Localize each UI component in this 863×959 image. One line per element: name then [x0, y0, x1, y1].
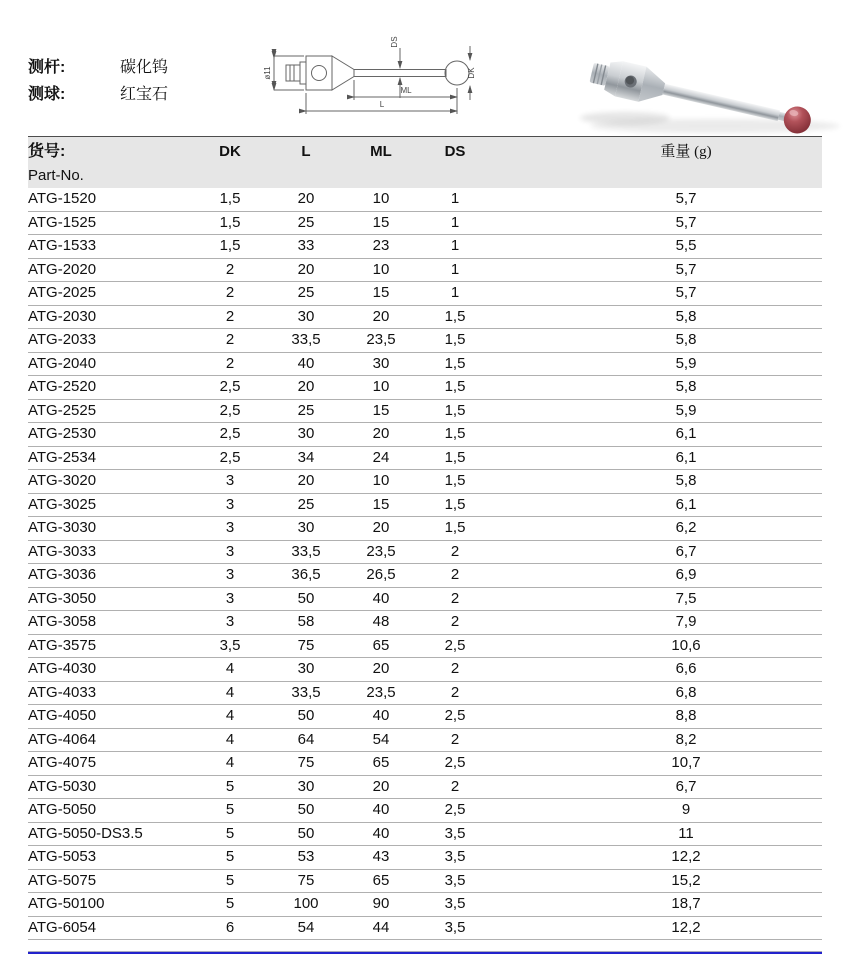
cell-part-no: ATG-2530 [28, 425, 97, 442]
cell-weight: 6,7 [675, 542, 697, 560]
cell-l: 20 [297, 378, 315, 395]
cell-dk: 3 [225, 613, 235, 630]
cell-part-no: ATG-1533 [28, 237, 97, 254]
cell-weight: 7,5 [675, 589, 697, 607]
cell-l: 75 [297, 871, 315, 889]
cell-ds: 1 [450, 190, 460, 207]
cell-ds: 2,5 [444, 707, 466, 724]
cell-weight: 10,7 [671, 754, 701, 771]
table-row [28, 893, 822, 917]
cell-weight: 8,2 [675, 730, 697, 748]
spec-shaft-label: 测杆: [28, 59, 66, 76]
table-row [28, 870, 822, 894]
cell-part-no: ATG-2025 [28, 284, 97, 301]
cell-dk: 1,5 [219, 213, 241, 231]
cell-dk: 2 [225, 307, 235, 325]
dim-label-l: L [379, 100, 385, 109]
cell-ds: 2 [450, 566, 460, 583]
cell-part-no: ATG-3050 [28, 589, 97, 607]
table-row [28, 212, 822, 236]
cell-l: 20 [297, 260, 315, 278]
cell-part-no: ATG-50100 [28, 895, 105, 912]
cell-dk: 4 [225, 707, 235, 724]
cell-ds: 1,5 [444, 401, 466, 419]
cell-weight: 6,7 [675, 777, 697, 795]
cell-l: 54 [297, 918, 315, 936]
cell-ds: 2 [450, 542, 460, 560]
cell-l: 50 [297, 707, 315, 724]
cell-ds: 1,5 [444, 519, 466, 536]
cell-weight: 7,9 [675, 613, 697, 630]
cell-ml: 23,5 [366, 331, 396, 348]
cell-ds: 1,5 [444, 495, 466, 513]
cell-dk: 3,5 [219, 636, 241, 654]
table-row [28, 329, 822, 353]
cell-weight: 12,2 [671, 918, 701, 936]
cell-dk: 1,5 [219, 237, 241, 254]
cell-ds: 2 [450, 777, 460, 795]
cell-dk: 5 [225, 895, 235, 912]
cell-l: 33,5 [291, 542, 321, 560]
cell-l: 36,5 [291, 566, 321, 583]
table-row [28, 541, 822, 565]
cell-l: 20 [297, 190, 315, 207]
cell-ds: 1 [450, 237, 460, 254]
cell-ml: 23,5 [366, 542, 396, 560]
cell-l: 30 [297, 307, 315, 325]
cell-ds: 2,5 [444, 636, 466, 654]
cell-ml: 40 [372, 707, 390, 724]
table-row [28, 494, 822, 518]
cell-part-no: ATG-1525 [28, 213, 97, 231]
cell-l: 40 [297, 354, 315, 372]
cell-weight: 6,1 [675, 495, 697, 513]
table-row [28, 423, 822, 447]
cell-dk: 2 [225, 354, 235, 372]
cell-weight: 18,7 [671, 895, 701, 912]
col-header-ds: DS [444, 143, 466, 160]
cell-dk: 1,5 [219, 190, 241, 207]
table-row [28, 306, 822, 330]
material-specs [28, 54, 168, 108]
cell-dk: 3 [225, 566, 235, 583]
cell-dk: 6 [225, 918, 235, 936]
cell-l: 30 [297, 777, 315, 795]
cell-part-no: ATG-5075 [28, 871, 97, 889]
cell-ml: 43 [372, 848, 390, 865]
cell-part-no: ATG-2020 [28, 260, 97, 278]
table-row [28, 799, 822, 823]
cell-part-no: ATG-1520 [28, 190, 97, 207]
table-row [28, 235, 822, 259]
cell-weight: 5,7 [675, 284, 697, 301]
cell-dk: 5 [225, 777, 235, 795]
cell-weight: 5,7 [675, 260, 697, 278]
cell-l: 25 [297, 284, 315, 301]
cell-ml: 10 [372, 260, 390, 278]
cell-part-no: ATG-2534 [28, 448, 97, 466]
cell-part-no: ATG-6054 [28, 918, 97, 936]
spec-ball-label: 测球: [28, 86, 66, 103]
cell-l: 50 [297, 589, 315, 607]
table-row [28, 776, 822, 800]
stylus-dimension-diagram-icon [260, 32, 480, 132]
table-row [28, 400, 822, 424]
cell-dk: 3 [225, 472, 235, 489]
cell-weight: 15,2 [671, 871, 701, 889]
cell-part-no: ATG-2525 [28, 401, 97, 419]
col-header-weight: 重量 (g) [660, 144, 712, 160]
table-row [28, 282, 822, 306]
cell-weight: 6,9 [675, 566, 697, 583]
cell-ml: 40 [372, 589, 390, 607]
cell-l: 33,5 [291, 683, 321, 701]
table-row [28, 470, 822, 494]
bottom-blue-rule [28, 951, 822, 954]
spec-ball-value: 红宝石 [120, 86, 169, 103]
cell-dk: 3 [225, 495, 235, 513]
cell-ml: 10 [372, 190, 390, 207]
cell-weight: 10,6 [671, 636, 701, 654]
table-row [28, 682, 822, 706]
col-header-part [28, 142, 188, 186]
cell-ml: 65 [372, 754, 390, 771]
table-row [28, 846, 822, 870]
cell-dk: 3 [225, 519, 235, 536]
cell-ml: 10 [372, 472, 390, 489]
table-row [28, 823, 822, 847]
cell-ds: 3,5 [444, 895, 466, 912]
cell-part-no: ATG-3025 [28, 495, 97, 513]
cell-l: 100 [293, 895, 319, 912]
cell-weight: 5,8 [675, 307, 697, 325]
cell-weight: 5,9 [675, 401, 697, 419]
cell-ds: 1 [450, 260, 460, 278]
cell-part-no: ATG-5050-DS3.5 [28, 824, 143, 842]
table-row [28, 705, 822, 729]
cell-ds: 3,5 [444, 848, 466, 865]
cell-ml: 15 [372, 284, 390, 301]
cell-l: 50 [297, 824, 315, 842]
table-row [28, 353, 822, 377]
cell-l: 33,5 [291, 331, 321, 348]
cell-part-no: ATG-2030 [28, 307, 97, 325]
cell-dk: 3 [225, 542, 235, 560]
col-header-part-en: Part-No. [28, 167, 84, 184]
cell-part-no: ATG-2520 [28, 378, 97, 395]
cell-ml: 30 [372, 354, 390, 372]
cell-ml: 15 [372, 495, 390, 513]
dim-label-ds: DS [390, 36, 399, 48]
cell-weight: 9 [681, 801, 691, 818]
cell-ds: 1,5 [444, 472, 466, 489]
cell-weight: 6,1 [675, 448, 697, 466]
col-header-ml: ML [370, 143, 392, 160]
cell-part-no: ATG-4050 [28, 707, 97, 724]
cell-part-no: ATG-4075 [28, 754, 97, 771]
cell-part-no: ATG-3036 [28, 566, 97, 583]
cell-ml: 48 [372, 613, 390, 630]
cell-l: 25 [297, 495, 315, 513]
cell-ml: 20 [372, 660, 390, 677]
table-row [28, 611, 822, 635]
cell-l: 20 [297, 472, 315, 489]
cell-ds: 2 [450, 660, 460, 677]
stylus-product-photo [570, 26, 860, 145]
cell-ds: 1 [450, 213, 460, 231]
dim-label-shank-dia: ø11 [263, 66, 272, 80]
cell-ds: 3,5 [444, 824, 466, 842]
table-body [28, 188, 822, 940]
cell-l: 34 [297, 448, 315, 466]
cell-part-no: ATG-4030 [28, 660, 97, 677]
cell-dk: 2,5 [219, 448, 241, 466]
dim-label-ml: ML [400, 86, 412, 95]
table-row [28, 188, 822, 212]
cell-ml: 15 [372, 401, 390, 419]
cell-ds: 3,5 [444, 918, 466, 936]
cell-dk: 2 [225, 260, 235, 278]
cell-dk: 3 [225, 589, 235, 607]
cell-dk: 2,5 [219, 401, 241, 419]
cell-part-no: ATG-5053 [28, 848, 97, 865]
cell-ds: 1,5 [444, 307, 466, 325]
cell-dk: 5 [225, 871, 235, 889]
col-header-part-cn: 货号: [28, 143, 66, 160]
cell-ds: 1 [450, 284, 460, 301]
cell-weight: 5,8 [675, 331, 697, 348]
table-row [28, 635, 822, 659]
stylus-spec-table [28, 136, 822, 940]
cell-ds: 2,5 [444, 754, 466, 771]
cell-part-no: ATG-3575 [28, 636, 97, 654]
cell-ds: 1,5 [444, 354, 466, 372]
cell-l: 30 [297, 519, 315, 536]
cell-ml: 15 [372, 213, 390, 231]
cell-ml: 20 [372, 425, 390, 442]
cell-part-no: ATG-3030 [28, 519, 97, 536]
cell-dk: 2 [225, 284, 235, 301]
cell-part-no: ATG-2033 [28, 331, 97, 348]
spec-row-ball [28, 81, 168, 108]
cell-ds: 2 [450, 730, 460, 748]
cell-ds: 1,5 [444, 425, 466, 442]
cell-l: 30 [297, 660, 315, 677]
cell-ml: 65 [372, 871, 390, 889]
cell-weight: 6,6 [675, 660, 697, 677]
table-row [28, 917, 822, 941]
cell-dk: 4 [225, 730, 235, 748]
cell-part-no: ATG-3058 [28, 613, 97, 630]
cell-dk: 4 [225, 660, 235, 677]
cell-dk: 5 [225, 824, 235, 842]
table-header-row [28, 136, 822, 188]
cell-ml: 44 [372, 918, 390, 936]
cell-dk: 5 [225, 848, 235, 865]
cell-weight: 6,8 [675, 683, 697, 701]
cell-weight: 8,8 [675, 707, 697, 724]
cell-ml: 54 [372, 730, 390, 748]
cell-weight: 5,7 [675, 213, 697, 231]
cell-l: 75 [297, 636, 315, 654]
cell-part-no: ATG-5050 [28, 801, 97, 818]
cell-part-no: ATG-2040 [28, 354, 97, 372]
col-header-dk: DK [219, 143, 241, 160]
cell-ml: 90 [372, 895, 390, 912]
cell-weight: 5,9 [675, 354, 697, 372]
cell-l: 25 [297, 401, 315, 419]
cell-ml: 10 [372, 378, 390, 395]
cell-l: 75 [297, 754, 315, 771]
cell-l: 58 [297, 613, 315, 630]
cell-l: 50 [297, 801, 315, 818]
col-header-l: L [301, 143, 311, 160]
spec-shaft-value: 碳化钨 [120, 59, 169, 76]
cell-ds: 1,5 [444, 378, 466, 395]
cell-l: 64 [297, 730, 315, 748]
cell-dk: 2,5 [219, 425, 241, 442]
cell-dk: 2,5 [219, 378, 241, 395]
cell-part-no: ATG-4064 [28, 730, 97, 748]
cell-weight: 12,2 [671, 848, 701, 865]
cell-part-no: ATG-5030 [28, 777, 97, 795]
table-row [28, 447, 822, 471]
table-row [28, 376, 822, 400]
cell-ds: 2 [450, 683, 460, 701]
cell-ml: 26,5 [366, 566, 396, 583]
cell-l: 33 [297, 237, 315, 254]
cell-dk: 2 [225, 331, 235, 348]
cell-dk: 4 [225, 683, 235, 701]
table-row [28, 259, 822, 283]
cell-l: 53 [297, 848, 315, 865]
cell-weight: 11 [678, 824, 694, 842]
cell-weight: 6,1 [675, 425, 697, 442]
spec-row-shaft [28, 54, 168, 81]
cell-part-no: ATG-3033 [28, 542, 97, 560]
table-row [28, 752, 822, 776]
cell-ml: 40 [372, 801, 390, 818]
cell-ml: 65 [372, 636, 390, 654]
cell-ds: 2 [450, 589, 460, 607]
cell-ds: 1,5 [444, 331, 466, 348]
cell-ml: 20 [372, 777, 390, 795]
cell-ds: 1,5 [444, 448, 466, 466]
cell-dk: 4 [225, 754, 235, 771]
cell-weight: 6,2 [675, 519, 697, 536]
cell-ml: 40 [372, 824, 390, 842]
cell-weight: 5,5 [675, 237, 697, 254]
cell-part-no: ATG-3020 [28, 472, 97, 489]
table-row [28, 588, 822, 612]
cell-l: 30 [297, 425, 315, 442]
cell-ds: 2,5 [444, 801, 466, 818]
cell-dk: 5 [225, 801, 235, 818]
table-row [28, 564, 822, 588]
cell-ml: 20 [372, 519, 390, 536]
cell-weight: 5,8 [675, 472, 697, 489]
cell-ds: 3,5 [444, 871, 466, 889]
cell-l: 25 [297, 213, 315, 231]
cell-ml: 23,5 [366, 683, 396, 701]
cell-weight: 5,8 [675, 378, 697, 395]
dim-label-dk: DK [467, 67, 476, 79]
cell-ds: 2 [450, 613, 460, 630]
cell-ml: 20 [372, 307, 390, 325]
cell-part-no: ATG-4033 [28, 683, 97, 701]
table-row [28, 729, 822, 753]
cell-ml: 23 [372, 237, 390, 254]
table-row [28, 517, 822, 541]
cell-ml: 24 [372, 448, 390, 466]
table-row [28, 658, 822, 682]
cell-weight: 5,7 [675, 190, 697, 207]
